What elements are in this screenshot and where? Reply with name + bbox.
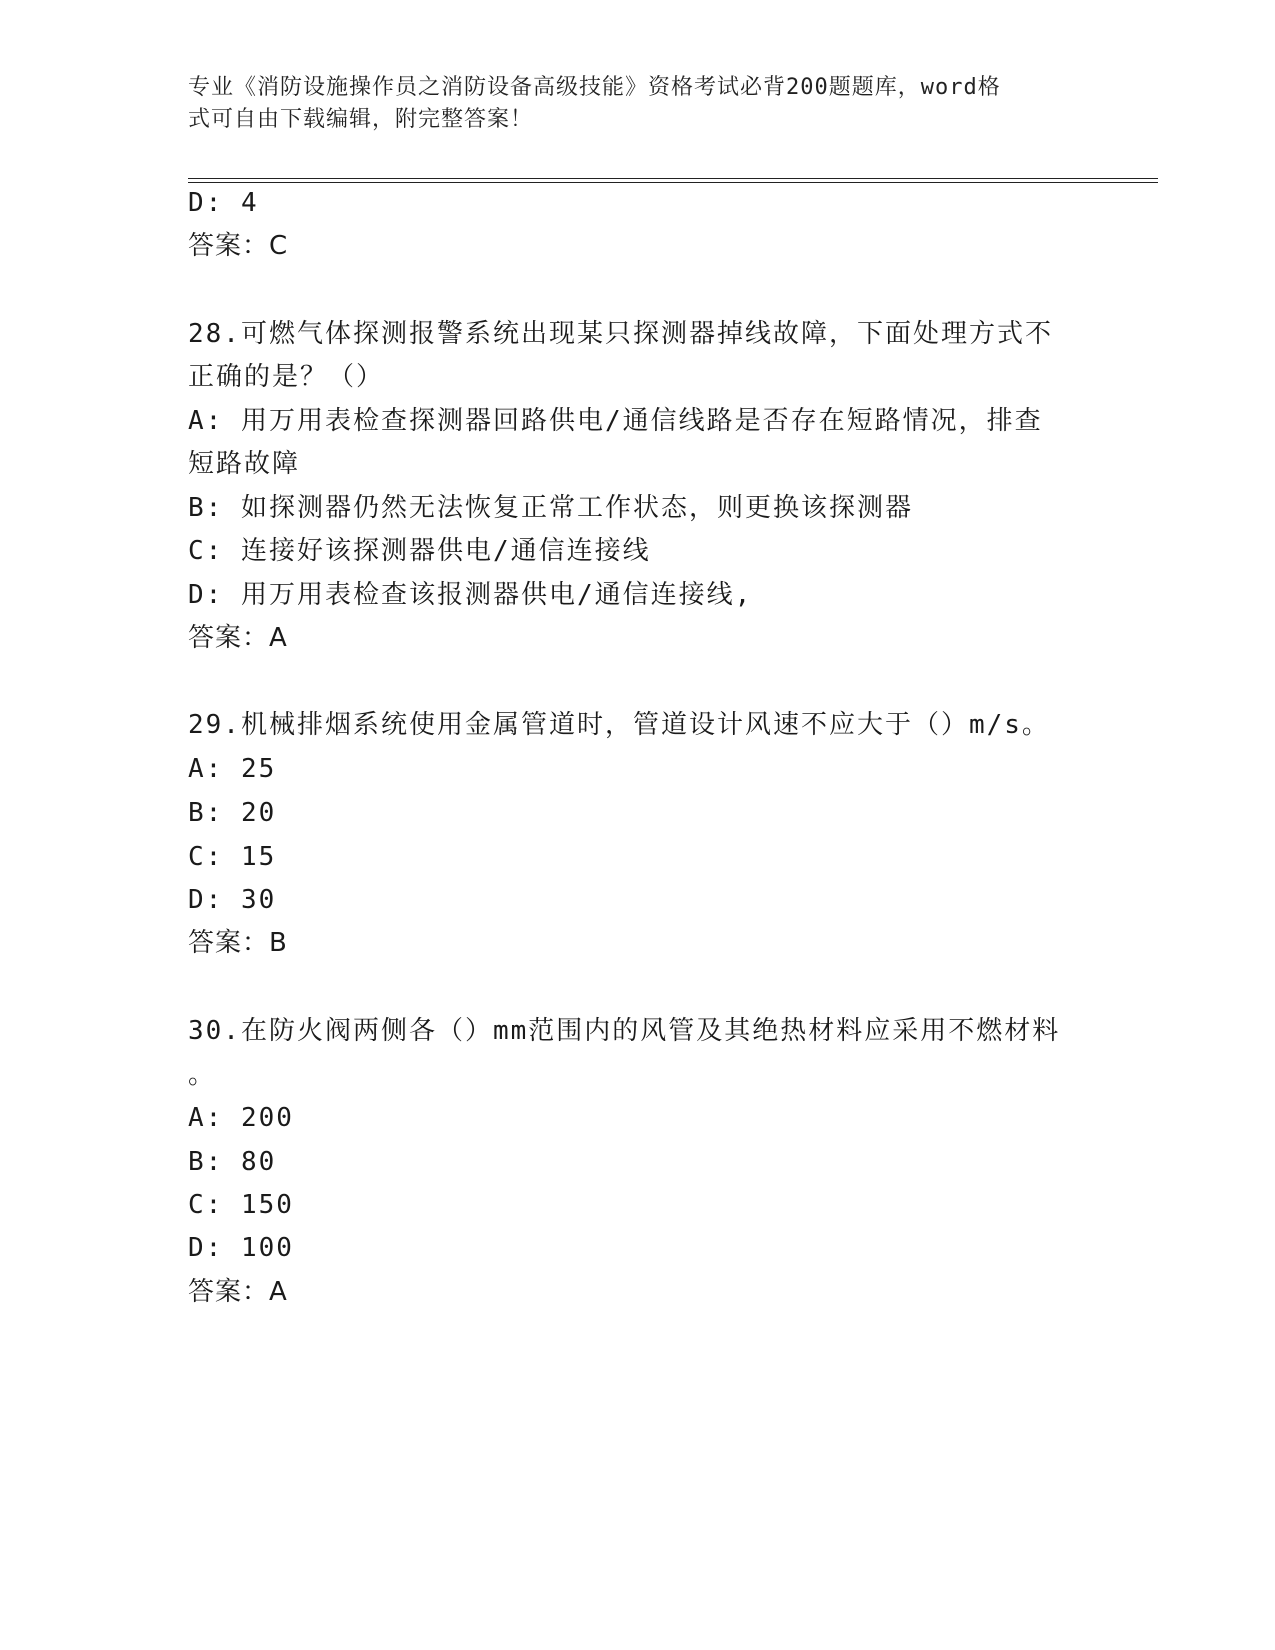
option-c: C: 150 bbox=[188, 1190, 294, 1220]
answer: 答案：A bbox=[188, 623, 288, 653]
option-d: D: 用万用表检查该报测器供电/通信连接线, bbox=[188, 580, 753, 610]
option-b: B: 20 bbox=[188, 798, 277, 828]
option-c: C: 15 bbox=[188, 842, 277, 872]
header-line-1: 专业《消防设施操作员之消防设备高级技能》资格考试必背200题题库，word格 bbox=[188, 75, 1001, 100]
question-stem: 28.可燃气体探测报警系统出现某只探测器掉线故障，下面处理方式不 bbox=[188, 319, 1053, 349]
question-stem-continued: 。 bbox=[188, 1060, 217, 1090]
answer: 答案：A bbox=[188, 1277, 288, 1307]
option-d: D: 30 bbox=[188, 885, 277, 915]
option-a: A: 25 bbox=[188, 754, 277, 784]
option-a: A: 200 bbox=[188, 1103, 294, 1133]
option-b: B: 80 bbox=[188, 1147, 277, 1177]
option-a: A: 用万用表检查探测器回路供电/通信线路是否存在短路情况，排查 bbox=[188, 406, 1043, 436]
option-d: D: 100 bbox=[188, 1233, 294, 1263]
answer: 答案：B bbox=[188, 928, 288, 958]
question-stem-continued: 正确的是？（） bbox=[188, 362, 385, 392]
option-a-continued: 短路故障 bbox=[188, 449, 301, 479]
header-divider-bottom bbox=[188, 182, 1158, 183]
question-stem: 29.机械排烟系统使用金属管道时，管道设计风速不应大于（）m/s。 bbox=[188, 710, 1050, 740]
header-line-2: 式可自由下载编辑，附完整答案！ bbox=[188, 107, 534, 132]
header-divider-top bbox=[188, 178, 1158, 179]
option-b: B: 如探测器仍然无法恢复正常工作状态，则更换该探测器 bbox=[188, 493, 913, 523]
document-header bbox=[188, 72, 1088, 136]
question-stem: 30.在防火阀两侧各（）mm范围内的风管及其绝热材料应采用不燃材料 bbox=[188, 1016, 1061, 1046]
option-d: D: 4 bbox=[188, 188, 259, 218]
option-c: C: 连接好该探测器供电/通信连接线 bbox=[188, 536, 651, 566]
answer: 答案：C bbox=[188, 231, 289, 261]
